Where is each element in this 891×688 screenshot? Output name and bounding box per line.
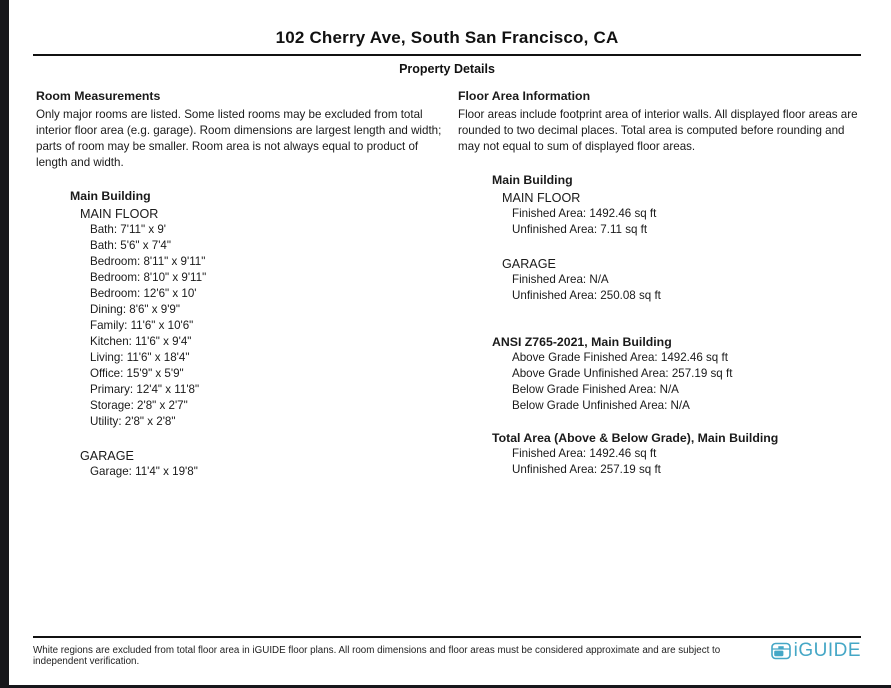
room-line: Bath: 5'6" x 7'4": [90, 239, 171, 252]
ansi-line: Above Grade Unfinished Area: 257.19 sq ft: [512, 367, 733, 380]
iguide-logo-text: iGUIDE: [793, 640, 861, 661]
room-measurements-heading: Room Measurements: [36, 89, 161, 103]
room-measurements-description: Only major rooms are listed. Some listed rooms may be excluded from total interior floor area (e.g. garage). Room dimensions are largest length and width; parts of room may be smaller. Room area is not always equal to product of length and width.: [36, 108, 442, 169]
total-area-line: Unfinished Area: 257.19 sq ft: [512, 463, 661, 476]
room-line: Kitchen: 11'6" x 9'4": [90, 335, 192, 348]
room-measurements-section: [36, 88, 451, 480]
ansi-line: Below Grade Finished Area: N/A: [512, 383, 679, 396]
footer-disclaimer: White regions are excluded from total floor area in iGUIDE floor plans. All room dimensions and floor areas must be considered approximate and are subject to independent verification.: [33, 645, 721, 667]
room-line: Living: 11'6" x 18'4": [90, 351, 190, 364]
building-name: Main Building: [492, 173, 573, 187]
floor-area-heading: Floor Area Information: [458, 89, 591, 103]
total-area-heading: Total Area (Above & Below Grade), Main Building: [492, 431, 779, 445]
building-name: Main Building: [70, 189, 151, 203]
iguide-camera-icon: [771, 642, 791, 660]
area-line: Finished Area: 1492.46 sq ft: [512, 207, 657, 220]
area-line: Unfinished Area: 250.08 sq ft: [512, 289, 661, 302]
page-subtitle: Property Details: [399, 62, 495, 76]
title-divider: [33, 54, 861, 56]
document-header: [33, 28, 861, 76]
floor-label-main-floor: MAIN FLOOR: [80, 207, 159, 221]
floor-label-garage: GARAGE: [502, 257, 556, 271]
room-line: Utility: 2'8" x 2'8": [90, 415, 176, 428]
room-line: Storage: 2'8" x 2'7": [90, 399, 188, 412]
area-line: Unfinished Area: 7.11 sq ft: [512, 223, 648, 236]
room-line: Bedroom: 12'6" x 10': [90, 287, 197, 300]
floor-area-description: Floor areas include footprint area of interior walls. All displayed floor areas are rounded to two decimal places. Total area is computed before rounding and may not equal to sum of displayed floor areas.: [458, 108, 858, 153]
room-line: Primary: 12'4" x 11'8": [90, 383, 200, 396]
ansi-heading: ANSI Z765-2021, Main Building: [492, 335, 672, 349]
room-line: Family: 11'6" x 10'6": [90, 319, 194, 332]
floor-label-main-floor: MAIN FLOOR: [502, 191, 581, 205]
floor-area-section: [458, 88, 866, 478]
iguide-logo: [771, 640, 861, 662]
room-line: Office: 15'9" x 5'9": [90, 367, 184, 380]
floor-label-garage: GARAGE: [80, 449, 134, 463]
ansi-line: Above Grade Finished Area: 1492.46 sq ft: [512, 351, 728, 364]
document-footer: [33, 636, 861, 667]
total-area-line: Finished Area: 1492.46 sq ft: [512, 447, 657, 460]
room-line: Garage: 11'4" x 19'8": [90, 465, 198, 478]
page-left-border: [0, 0, 9, 688]
room-line: Bedroom: 8'10" x 9'11": [90, 271, 207, 284]
area-line: Finished Area: N/A: [512, 273, 609, 286]
ansi-line: Below Grade Unfinished Area: N/A: [512, 399, 690, 412]
room-line: Bedroom: 8'11" x 9'11": [90, 255, 206, 268]
footer-divider: [33, 636, 861, 638]
room-line: Bath: 7'11" x 9': [90, 223, 167, 236]
room-line: Dining: 8'6" x 9'9": [90, 303, 180, 316]
page-title: 102 Cherry Ave, South San Francisco, CA: [275, 28, 619, 47]
